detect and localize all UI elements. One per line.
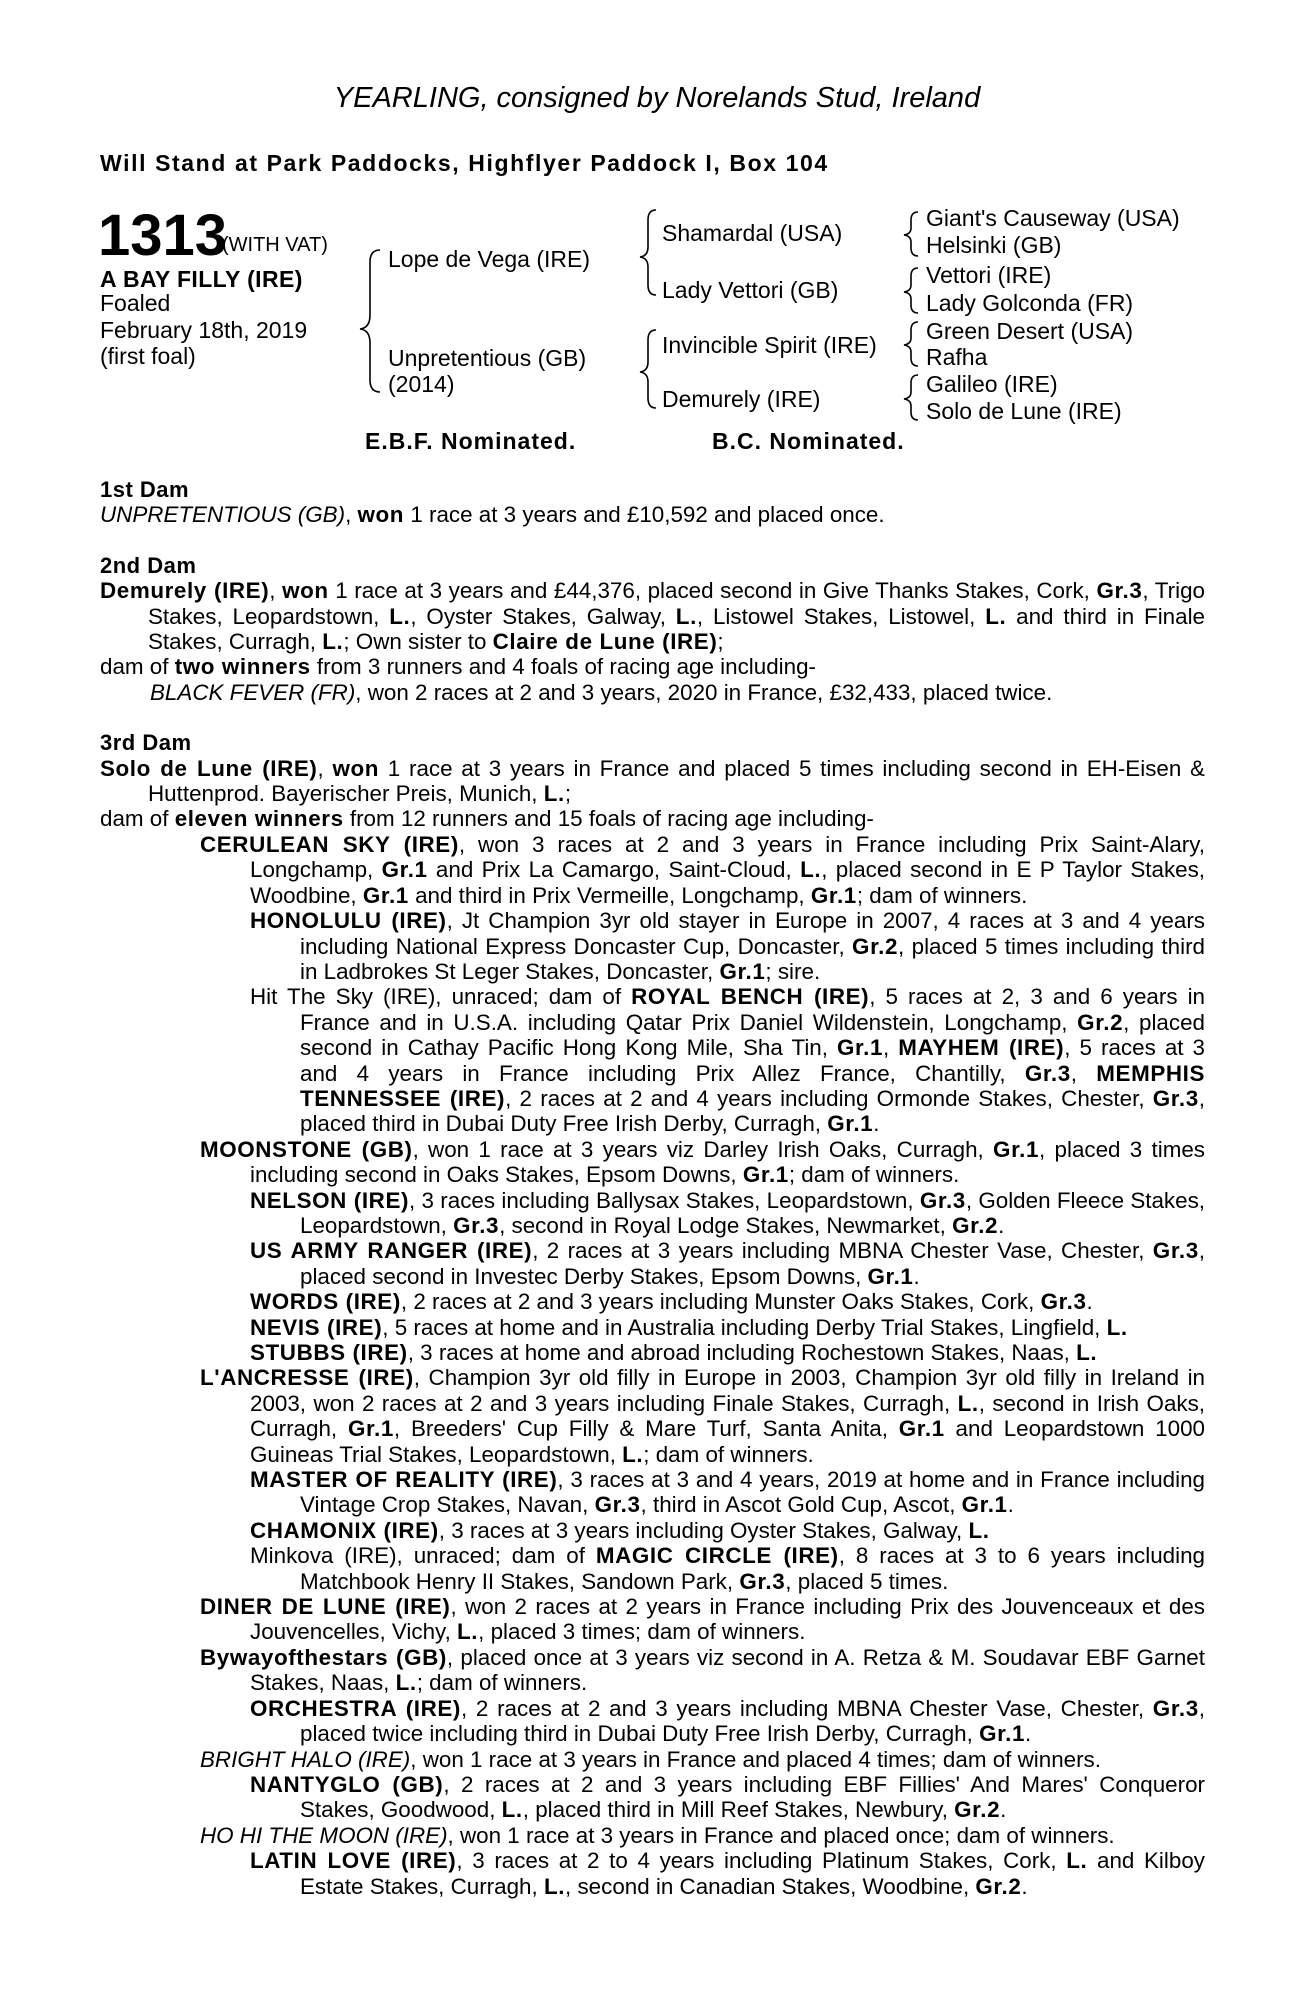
bold-text: Gr.2 <box>852 933 899 959</box>
bold-text: L. <box>622 1441 644 1467</box>
text-run: . <box>913 1263 920 1289</box>
bold-text: L. <box>543 1873 566 1899</box>
text-run: , Jt Champion 3yr old stayer in Europe in 2007, 4 races at 3 and 4 years including National Express Doncaster Cup, Doncaster, <box>300 908 1205 959</box>
third-dam-heading: 3rd Dam <box>100 730 192 756</box>
text-run: , won 1 race at 3 years viz Darley Irish Oaks, Curragh, <box>412 1136 994 1162</box>
text-run: dam of <box>100 806 175 832</box>
pedigree-entry <box>100 832 1205 908</box>
text-run: , Listowel Stakes, Listowel, <box>696 603 986 629</box>
first-dam-paragraph <box>100 502 1205 527</box>
foaled-date: February 18th, 2019 <box>100 317 308 343</box>
bold-text: NELSON (IRE) <box>250 1187 410 1213</box>
bold-text: Gr.3 <box>919 1187 966 1213</box>
text-run: . <box>998 1212 1005 1238</box>
pedigree-sire-sire: Shamardal (USA) <box>662 220 843 246</box>
bold-text: L. <box>957 1390 979 1416</box>
text-run: and third in Finale Stakes, Curragh, <box>148 603 1205 655</box>
text-run: , placed twice including third in Dubai Duty Free Irish Derby, Curragh, <box>300 1695 1205 1747</box>
bold-text: L. <box>457 1619 479 1645</box>
text-run: , 2 races at 2 and 3 years including MBNA Chester Vase, Chester, <box>460 1695 1153 1721</box>
text-run: ; dam of winners. <box>856 882 1028 908</box>
stand-location: Will Stand at Park Paddocks, Highflyer Paddock I, Box 104 <box>100 150 829 176</box>
text-run: and Kilboy Estate Stakes, Curragh, <box>300 1848 1205 1899</box>
pedigree-dam: Unpretentious (GB) <box>388 345 587 371</box>
pedigree-entry <box>100 1594 1205 1645</box>
text-run: , second in Royal Lodge Stakes, Newmarket, <box>499 1212 953 1238</box>
pedigree-entry <box>100 1543 1205 1594</box>
bold-text: Gr.1 <box>898 1416 945 1442</box>
text-run: ; Own sister to <box>343 629 493 655</box>
bracket-dam-parents <box>640 330 656 408</box>
text-run: , Oyster Stakes, Galway, <box>410 603 676 629</box>
text-run: . <box>873 1111 880 1137</box>
bold-text: NANTYGLO (GB) <box>250 1771 444 1797</box>
pedigree-entry <box>100 806 1205 831</box>
pedigree-entry <box>100 1365 1205 1467</box>
text-run: , 2 races at 3 years including MBNA Chester Vase, Chester, <box>532 1238 1153 1264</box>
pedigree-entry <box>100 1315 1205 1340</box>
text-run: , <box>1070 1060 1097 1086</box>
pedigree-dam-dam: Demurely (IRE) <box>662 386 821 412</box>
pedigree-entry <box>100 1848 1205 1899</box>
text-run: 1 race at 3 years and £44,376, placed second in Give Thanks Stakes, Cork, <box>328 578 1097 604</box>
second-dam-heading: 2nd Dam <box>100 552 197 578</box>
pedigree-entry <box>100 1772 1205 1823</box>
text-run: , placed 3 times; dam of winners. <box>478 1619 806 1645</box>
text-run: . <box>1025 1721 1032 1747</box>
bold-text: Claire de Lune (IRE) <box>492 629 718 655</box>
bold-text: Gr.3 <box>1152 1238 1199 1264</box>
bold-text: Gr.1 <box>837 1035 883 1061</box>
pedigree-entry <box>100 654 1205 679</box>
text-run: , placed 5 times including third in Ladbrokes St Leger Stakes, Doncaster, <box>300 933 1205 984</box>
bold-text: Gr.1 <box>347 1416 394 1442</box>
bold-text: Gr.3 <box>453 1212 500 1238</box>
text-run: , placed second in Investec Derby Stakes, Epsom Downs, <box>300 1238 1205 1289</box>
text-run: , 3 races including Ballysax Stakes, Leopardstown, <box>409 1187 920 1213</box>
bold-text: Bywayofthestars (GB) <box>200 1644 447 1670</box>
text-run: , 2 races at 2 and 4 years including Ormonde Stakes, Chester, <box>505 1085 1153 1111</box>
bold-text: Gr.1 <box>362 882 409 908</box>
bold-text: MAGIC CIRCLE (IRE) <box>595 1543 839 1569</box>
text-run: ; dam of winners. <box>643 1441 814 1467</box>
text-run: , 3 races at 2 to 4 years including Platinum Stakes, Cork, <box>456 1848 1067 1874</box>
bold-text: HONOLULU (IRE) <box>250 908 447 934</box>
text-run: , placed 5 times. <box>785 1568 949 1594</box>
pedigree-entry <box>100 1823 1205 1848</box>
text-run: from 3 runners and 4 foals of racing age including- <box>310 654 816 680</box>
catalogue-body <box>100 477 1205 1899</box>
text-run: , 5 races at 2, 3 and 6 years in France and in U.S.A. including Qatar Prix Daniel Wildenstein, Longchamp, <box>300 984 1206 1035</box>
bold-text: L. <box>389 603 411 629</box>
text-run: ; dam of winners. <box>788 1162 960 1188</box>
text-run: . <box>1007 1492 1014 1518</box>
text-run: , Trigo Stakes, Leopardstown, <box>148 578 1205 629</box>
ebf-nominated: E.B.F. Nominated. <box>365 428 577 454</box>
italic-name: BRIGHT HALO (IRE) <box>200 1746 411 1772</box>
pedigree-dam-year: (2014) <box>388 371 455 397</box>
pedigree-entry <box>100 908 1205 984</box>
pedigree-entry <box>100 1467 1205 1518</box>
italic-name: HO HI THE MOON (IRE) <box>200 1822 448 1848</box>
pedigree-entry <box>100 680 1205 705</box>
text-run: , won 1 race at 3 years in France and placed 4 times; dam of winners. <box>410 1746 1101 1772</box>
text-run: , 5 races at 3 and 4 years in France including Prix Allez France, Chantilly, <box>300 1035 1205 1086</box>
pedigree-sire-dam: Lady Vettori (GB) <box>662 277 839 303</box>
bold-text: Gr.1 <box>867 1263 914 1289</box>
text-run: , <box>317 755 333 781</box>
bold-text: CERULEAN SKY (IRE) <box>200 831 459 857</box>
bold-text: WORDS (IRE) <box>250 1289 401 1315</box>
text-run: , second in Canadian Stakes, Woodbine, <box>565 1873 976 1899</box>
bold-text: Gr.2 <box>975 1873 1022 1899</box>
pedigree-entry <box>100 1238 1205 1289</box>
text-run: 1 race at 3 years and £10,592 and placed once. <box>404 502 885 528</box>
bracket-sire-parents <box>640 210 656 295</box>
pedigree-dam-sire: Invincible Spirit (IRE) <box>662 332 877 358</box>
bracket-dd-parents <box>904 375 918 420</box>
pedigree-ddd: Solo de Lune (IRE) <box>926 398 1122 424</box>
text-run: , 3 races at 3 years including Oyster Stakes, Galway, <box>438 1517 969 1543</box>
pedigree-dds: Galileo (IRE) <box>926 371 1058 397</box>
text-run: , second in Irish Oaks, Curragh, <box>250 1390 1206 1442</box>
text-run: dam of <box>100 654 175 680</box>
pedigree-dsd: Rafha <box>926 344 988 370</box>
bold-text: L. <box>985 603 1007 629</box>
text-run: ; <box>717 629 724 655</box>
pedigree-entry <box>100 1289 1205 1314</box>
bold-text: Gr.1 <box>827 1111 874 1137</box>
bold-text: L. <box>322 629 344 655</box>
bold-text: MEMPHIS TENNESSEE (IRE) <box>300 1060 1205 1111</box>
text-run: , <box>883 1035 899 1061</box>
pedigree-sds: Vettori (IRE) <box>926 262 1052 288</box>
bold-text: LATIN LOVE (IRE) <box>250 1848 457 1874</box>
bold-text: Gr.2 <box>1077 1009 1124 1035</box>
text-run: , placed third in Dubai Duty Free Irish Derby, Curragh, <box>300 1085 1205 1137</box>
bold-text: Gr.1 <box>381 857 428 883</box>
bold-text: L. <box>1066 1848 1088 1874</box>
pedigree-dss: Green Desert (USA) <box>926 318 1134 344</box>
pedigree-sdd: Lady Golconda (FR) <box>926 290 1134 316</box>
text-run: , won 1 race at 3 years in France and placed once; dam of winners. <box>447 1822 1115 1848</box>
bold-text: US ARMY RANGER (IRE) <box>250 1238 533 1264</box>
bold-text: MOONSTONE (GB) <box>200 1136 413 1162</box>
bold-text: Solo de Lune (IRE) <box>100 755 318 781</box>
bold-text: DINER DE LUNE (IRE) <box>200 1594 451 1620</box>
bold-text: two winners <box>174 654 311 680</box>
text-run: , 5 races at home and in Australia including Derby Trial Stakes, Lingfield, <box>382 1314 1107 1340</box>
text-run: , Golden Fleece Stakes, Leopardstown, <box>300 1187 1205 1238</box>
text-run: . <box>1021 1873 1028 1899</box>
bold-text: ORCHESTRA (IRE) <box>250 1695 461 1721</box>
text-run: . <box>1086 1289 1093 1315</box>
bold-text: Gr.3 <box>1152 1085 1199 1111</box>
text-run: , placed third in Mill Reef Stakes, Newbury, <box>522 1797 955 1823</box>
bracket-parents <box>360 250 380 392</box>
pedigree-entry <box>100 1747 1205 1772</box>
bold-text: L. <box>543 781 565 807</box>
bold-text: Gr.1 <box>961 1492 1008 1518</box>
text-run: Minkova (IRE), unraced; dam of <box>250 1543 596 1569</box>
text-run: , 2 races at 2 and 3 years including EBF Fillies' And Mares' Conqueror Stakes, Goodwood, <box>300 1771 1206 1823</box>
vat-note: (WITH VAT) <box>222 234 328 256</box>
italic-name: UNPRETENTIOUS (GB) <box>100 502 346 528</box>
bold-text: eleven winners <box>174 806 344 832</box>
text-run: 1 race at 3 years in France and placed 5 times including second in EH-Eisen & Huttenprod. Bayerischer Preis, Munich, <box>148 755 1205 807</box>
pedigree-entry <box>100 578 1205 654</box>
bold-text: L. <box>968 1517 990 1543</box>
pedigree-ssd: Helsinki (GB) <box>926 232 1062 258</box>
text-run: and Prix La Camargo, Saint-Cloud, <box>427 857 801 883</box>
bold-text: Gr.1 <box>719 958 766 984</box>
pedigree-sire: Lope de Vega (IRE) <box>388 246 591 272</box>
bold-text: L. <box>1106 1314 1128 1340</box>
text-run: , <box>269 578 283 604</box>
text-run: Hit The Sky (IRE), unraced; dam of <box>250 984 632 1010</box>
text-run: , <box>345 502 358 528</box>
text-run: ; dam of winners. <box>416 1670 588 1696</box>
text-run: and third in Prix Vermeille, Longchamp, <box>408 882 811 908</box>
text-run: , 2 races at 2 and 3 years including Munster Oaks Stakes, Cork, <box>400 1289 1041 1315</box>
bold-text: Gr.3 <box>1040 1289 1087 1315</box>
lot-name: A BAY FILLY (IRE) <box>100 266 303 292</box>
bold-text: Gr.3 <box>1096 578 1143 604</box>
bold-text: STUBBS (IRE) <box>250 1340 408 1365</box>
bc-nominated: B.C. Nominated. <box>712 428 905 454</box>
italic-name: BLACK FEVER (FR) <box>150 679 356 705</box>
pedigree-entry <box>100 1340 1205 1365</box>
bold-text: Demurely (IRE) <box>100 578 270 604</box>
bold-text: Gr.1 <box>993 1136 1040 1162</box>
bold-text: Gr.3 <box>594 1492 641 1518</box>
bold-text: NEVIS (IRE) <box>250 1314 383 1340</box>
bold-text: won <box>332 755 380 781</box>
first-dam-heading: 1st Dam <box>100 477 190 502</box>
second-dam-paragraphs <box>100 578 1205 705</box>
lot-number: 1313 <box>98 203 228 268</box>
bold-text: MASTER OF REALITY (IRE) <box>250 1467 558 1493</box>
bold-text: Gr.3 <box>739 1568 786 1594</box>
bold-text: L. <box>675 603 697 629</box>
text-run: , placed second in E P Taylor Stakes, Woodbine, <box>250 857 1206 908</box>
text-run: , won 3 races at 2 and 3 years in France including Prix Saint-Alary, Longchamp, <box>250 831 1205 883</box>
text-run: ; <box>564 781 572 807</box>
first-foal-note: (first foal) <box>100 343 196 369</box>
bold-text: L'ANCRESSE (IRE) <box>200 1365 414 1391</box>
page-header-title: YEARLING, consigned by Norelands Stud, Ireland <box>333 82 981 114</box>
text-run: , third in Ascot Gold Cup, Ascot, <box>640 1492 962 1518</box>
bold-text: Gr.2 <box>952 1212 999 1238</box>
bold-text: ROYAL BENCH (IRE) <box>631 984 870 1010</box>
bold-text: L. <box>1076 1340 1098 1365</box>
pedigree-entry <box>100 984 1205 1136</box>
bold-text: CHAMONIX (IRE) <box>250 1517 439 1543</box>
bold-text: Gr.3 <box>1024 1060 1071 1086</box>
bold-text: MAYHEM (IRE) <box>898 1035 1065 1061</box>
text-run: from 12 runners and 15 foals of racing age including- <box>343 806 874 832</box>
pedigree-entry <box>100 1645 1205 1696</box>
pedigree-entry <box>100 756 1205 807</box>
text-run: and Leopardstown 1000 Guineas Trial Stakes, Leopardstown, <box>250 1416 1205 1467</box>
text-run: , placed once at 3 years viz second in A. Retza & M. Soudavar EBF Garnet Stakes, Naas, <box>250 1644 1205 1696</box>
bracket-ss-parents <box>904 212 918 256</box>
text-run: , placed 3 times including second in Oaks Stakes, Epsom Downs, <box>250 1136 1205 1188</box>
bold-text: L. <box>395 1670 417 1696</box>
bold-text: L. <box>501 1797 523 1823</box>
text-run: , Champion 3yr old filly in Europe in 2003, Champion 3yr old filly in Ireland in 2003, won 2 races at 2 and 3 years including Finale Stakes, Curragh, <box>250 1365 1205 1416</box>
bold-text: won <box>357 502 405 528</box>
bold-text: Gr.1 <box>742 1162 789 1188</box>
foaled-label: Foaled <box>100 290 171 316</box>
bold-text: Gr.1 <box>810 882 857 908</box>
bold-text: Gr.2 <box>954 1797 1001 1823</box>
bold-text: L. <box>800 857 822 883</box>
text-run: . <box>1000 1797 1007 1823</box>
text-run: , won 2 races at 2 and 3 years, 2020 in France, £32,433, placed twice. <box>355 679 1053 705</box>
pedigree-sss: Giant's Causeway (USA) <box>926 205 1180 231</box>
text-run: , 8 races at 3 to 6 years including Matchbook Henry II Stakes, Sandown Park, <box>300 1543 1205 1594</box>
pedigree-entry <box>100 1137 1205 1188</box>
text-run: ; sire. <box>765 958 821 984</box>
bold-text: won <box>282 578 329 604</box>
text-run: , 3 races at home and abroad including Rochestown Stakes, Naas, <box>407 1340 1077 1365</box>
bracket-ds-parents <box>904 322 918 366</box>
pedigree-entry <box>100 1188 1205 1239</box>
text-run: , 3 races at 3 and 4 years, 2019 at home and in France including Vintage Crop Stakes, Navan, <box>300 1467 1205 1518</box>
pedigree-entry <box>100 1518 1205 1543</box>
bracket-sd-parents <box>904 268 918 313</box>
pedigree-entry <box>100 1696 1205 1747</box>
third-dam-paragraphs <box>100 756 1205 1899</box>
text-run: , placed second in Cathay Pacific Hong Kong Mile, Sha Tin, <box>300 1009 1205 1061</box>
text-run: , Breeders' Cup Filly & Mare Turf, Santa Anita, <box>393 1416 899 1442</box>
bold-text: Gr.1 <box>979 1721 1026 1747</box>
text-run: , won 2 races at 2 years in France including Prix des Jouvenceaux et des Jouvencelles, Vichy, <box>250 1594 1205 1645</box>
bold-text: Gr.3 <box>1152 1695 1199 1721</box>
